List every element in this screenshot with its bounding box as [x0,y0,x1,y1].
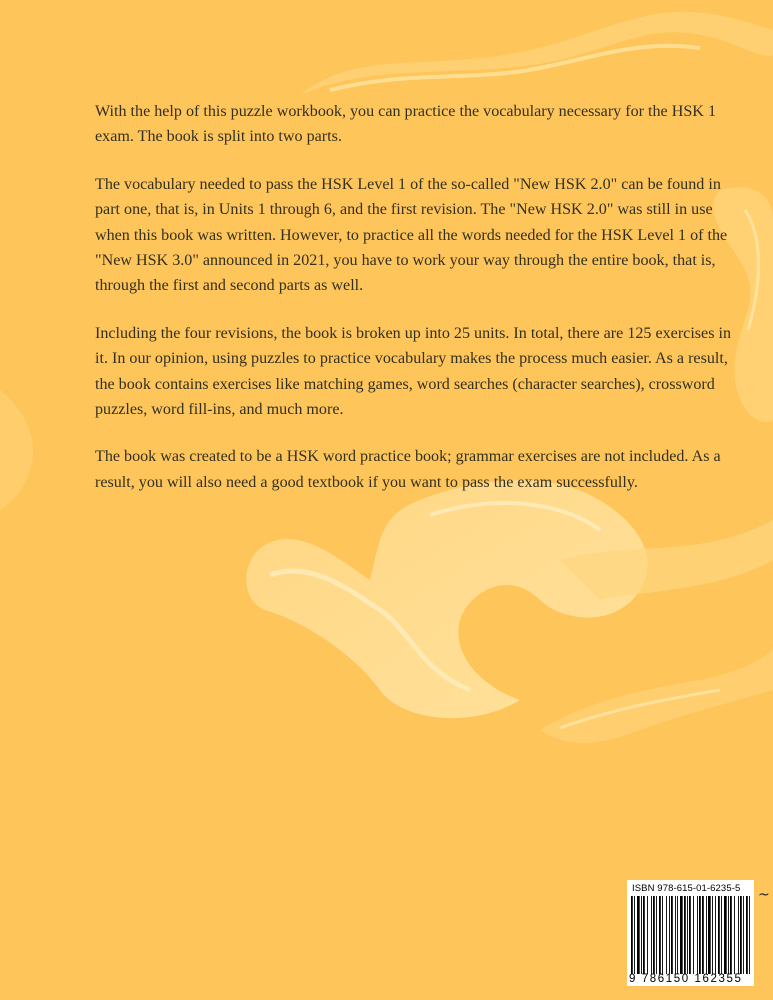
paragraph-part-one: The vocabulary needed to pass the HSK Level 1 of the so-called "New HSK 2.0" can be found in part one, that is, in Units 1 through 6, and the first revision. The "New HSK 2.0" was still in use when this book was written. However, to practice all the words needed for the HSK Level 1 of the "New HSK 3.0" announced in 2021, you have to work your way through the entire book, that is, through the first and second parts as well. [95,175,728,295]
isbn-barcode [627,880,754,986]
isbn-digits: 9 786150 162355 [629,973,743,985]
paragraph-intro: With the help of this puzzle workbook, you can practice the vocabulary necessary for the HSK 1 exam. The book is split into two parts. [95,103,716,146]
barcode-icon [631,896,750,974]
description-text [95,99,735,517]
price-mark: ~ [758,887,770,903]
paragraph-units: Including the four revisions, the book is broken up into 25 units. In total, there are 125 exercises in it. In our opinion, using puzzles to practice vocabulary makes the process much easier. As a result, the book contains exercises like matching games, word searches (character searches), crossword puzzles, word fill-ins, and much more. [95,324,732,419]
isbn-label: ISBN 978-615-01-6235-5 [632,883,741,894]
paragraph-grammar-note: The book was created to be a HSK word practice book; grammar exercises are not included. As a result, you will also need a good textbook if you want to pass the exam successfully. [95,448,721,491]
